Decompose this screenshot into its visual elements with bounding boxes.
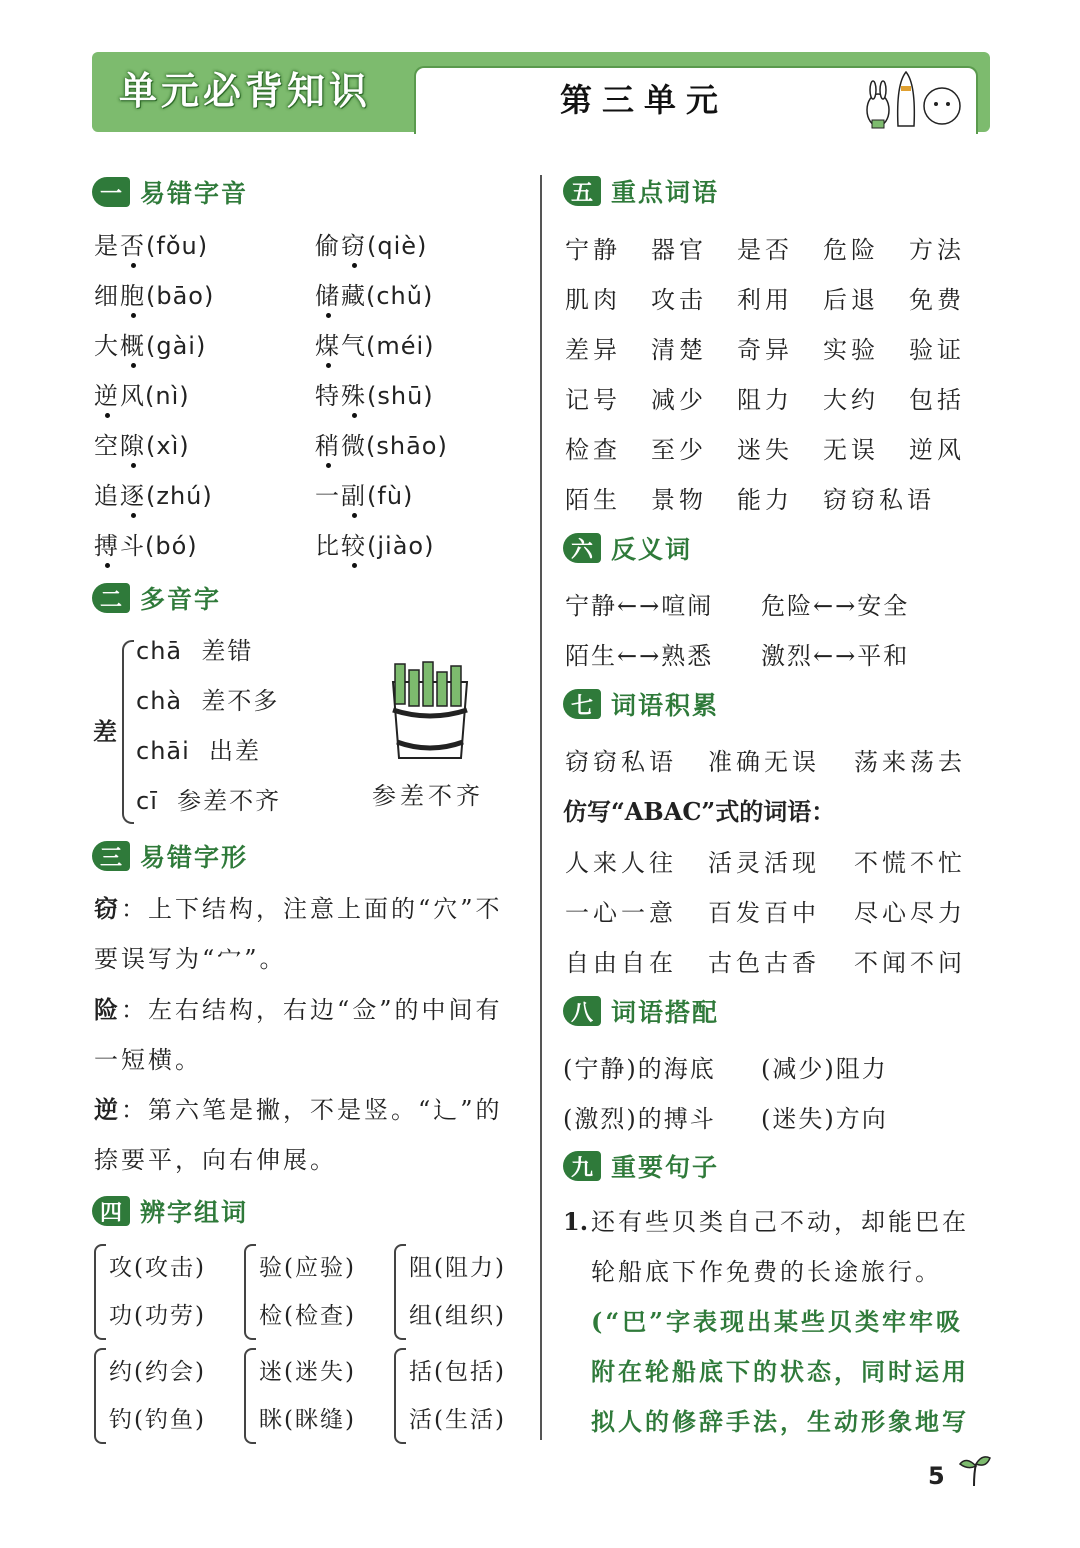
glyph-note-1: 窃：上下结构，注意上面的“穴”不要误写为“宀”。 [94, 894, 503, 973]
section-badge: 五 [563, 176, 601, 206]
list-item: chà 差不多 [136, 687, 280, 715]
section-heading-7 [563, 684, 719, 724]
section-heading-5 [563, 171, 719, 211]
section-heading-1 [92, 172, 248, 212]
section-badge: 四 [92, 1196, 130, 1226]
list-item: 逆风(nì) [94, 382, 190, 410]
section-title: 反义词 [611, 535, 693, 564]
word-group: 约(约会) 钓(钓鱼) [94, 1348, 244, 1444]
list-item: 比较(jiào) [315, 532, 435, 560]
keywords-table [565, 230, 965, 530]
glyph-note-3: 逆：第六笔是撇，不是竖。“辶”的捺要平，向右伸展。 [94, 1095, 503, 1174]
list-item: 煤气(méi) [315, 332, 435, 360]
list-item: 搏斗(bó) [94, 532, 198, 560]
glyph-note-2: 险：左右结构，右边“佥”的中间有一短横。 [94, 995, 503, 1074]
section-badge: 六 [563, 533, 601, 563]
table-row: 宁静 器官 是否 危险 方法 [565, 236, 965, 264]
table-row: 陌生 景物 能力 窃窃私语 [565, 486, 935, 514]
list-item: 大概(gài) [94, 332, 207, 360]
section-title: 多音字 [140, 585, 222, 614]
antonym-list [565, 586, 909, 686]
list-item: chāi 出差 [136, 737, 262, 765]
sentence-number: 1. [563, 1207, 589, 1236]
mascot-icon [860, 64, 970, 130]
table-row: 自由自在 古色古香 不闻不问 [565, 949, 966, 977]
word-group: 括(包括) 活(生活) [394, 1348, 534, 1444]
list-item: 稍微(shāo) [315, 432, 448, 460]
section-title: 易错字形 [140, 843, 249, 872]
list-item: (宁静)的海底 (减少)阻力 [563, 1055, 888, 1083]
word-group: 攻(攻击) 功(功劳) [94, 1244, 244, 1340]
list-item: chā 差错 [136, 637, 254, 665]
collocation-list [563, 1049, 888, 1149]
list-item: 追逐(zhú) [94, 482, 213, 510]
section-badge: 二 [92, 583, 130, 613]
section-title: 辨字组词 [140, 1198, 249, 1227]
sentence-text: 还有些贝类自己不动，却能巴在轮船底下作免费的长途旅行。 [591, 1208, 969, 1286]
word-group: 阻(阻力) 组(组织) [394, 1244, 534, 1340]
bucket-caption: 参差不齐 [372, 782, 484, 810]
table-row: 差异 清楚 奇异 实验 验证 [565, 336, 965, 364]
unit-title: 第三单元 [559, 81, 728, 119]
section-badge: 一 [92, 177, 130, 207]
table-row: 肌肉 攻击 利用 后退 免费 [565, 286, 965, 314]
list-item: 特殊(shū) [315, 382, 434, 410]
pron-right-list [315, 231, 448, 581]
section-heading-3 [92, 836, 248, 876]
list-item: (激烈)的搏斗 (迷失)方向 [563, 1105, 888, 1133]
list-item: cī 参差不齐 [136, 787, 282, 815]
list-item: 宁静←→喧闹 危险←→安全 [565, 592, 910, 620]
word-group: 迷(迷失) 眯(眯缝) [244, 1348, 394, 1444]
section-badge: 七 [563, 689, 601, 719]
sentence-note: (“巴”字表现出某些贝类牢牢吸附在轮船底下的状态，同时运用拟人的修辞手法，生动形象地写 [591, 1307, 969, 1436]
key-sentence [563, 1197, 993, 1447]
list-item: 细胞(bāo) [94, 282, 215, 310]
phrase-row: 窃窃私语 准确无误 荡来荡去 [565, 748, 966, 776]
banner-title: 单元必背知识 [118, 69, 371, 113]
list-item: 空隙(xì) [94, 432, 190, 460]
section-heading-4 [92, 1191, 248, 1231]
pron-left-list [94, 231, 214, 581]
section-title: 易错字音 [140, 179, 249, 208]
section-heading-9 [563, 1146, 719, 1186]
subtitle: 仿写“ABAC”式的词语： [563, 797, 836, 826]
list-item: 储藏(chǔ) [315, 282, 434, 310]
page-number: 5 [928, 1462, 945, 1490]
polyphone-list [136, 636, 281, 836]
section-title: 重要句子 [611, 1153, 720, 1182]
table-row: 人来人往 活灵活现 不慌不忙 [565, 849, 966, 877]
section-badge: 三 [92, 841, 130, 871]
abac-list [565, 843, 966, 993]
section-heading-6 [563, 528, 692, 568]
list-item: 陌生←→熟悉 激烈←→平和 [565, 642, 910, 670]
char-groups [94, 1244, 534, 1444]
polyphone-char: 差 [93, 717, 117, 746]
section-heading-2 [92, 578, 221, 618]
table-row: 一心一意 百发百中 尽心尽力 [565, 899, 966, 927]
section-badge: 九 [563, 1151, 601, 1181]
section-title: 词语搭配 [611, 998, 720, 1027]
section-badge: 八 [563, 996, 601, 1026]
section-heading-8 [563, 991, 719, 1031]
list-item: 一副(fù) [315, 482, 414, 510]
list-item: 是否(fǒu) [94, 232, 209, 260]
word-group: 验(应验) 检(检查) [244, 1244, 394, 1340]
table-row: 检查 至少 迷失 无误 逆风 [565, 436, 965, 464]
column-divider [540, 175, 543, 1440]
brace [122, 640, 134, 824]
list-item: 偷窃(qiè) [315, 232, 428, 260]
bucket-icon [385, 660, 475, 764]
table-row: 记号 减少 阻力 大约 包括 [565, 386, 965, 414]
section-title: 重点词语 [611, 178, 720, 207]
sprout-icon [958, 1452, 992, 1488]
section-title: 词语积累 [611, 691, 720, 720]
